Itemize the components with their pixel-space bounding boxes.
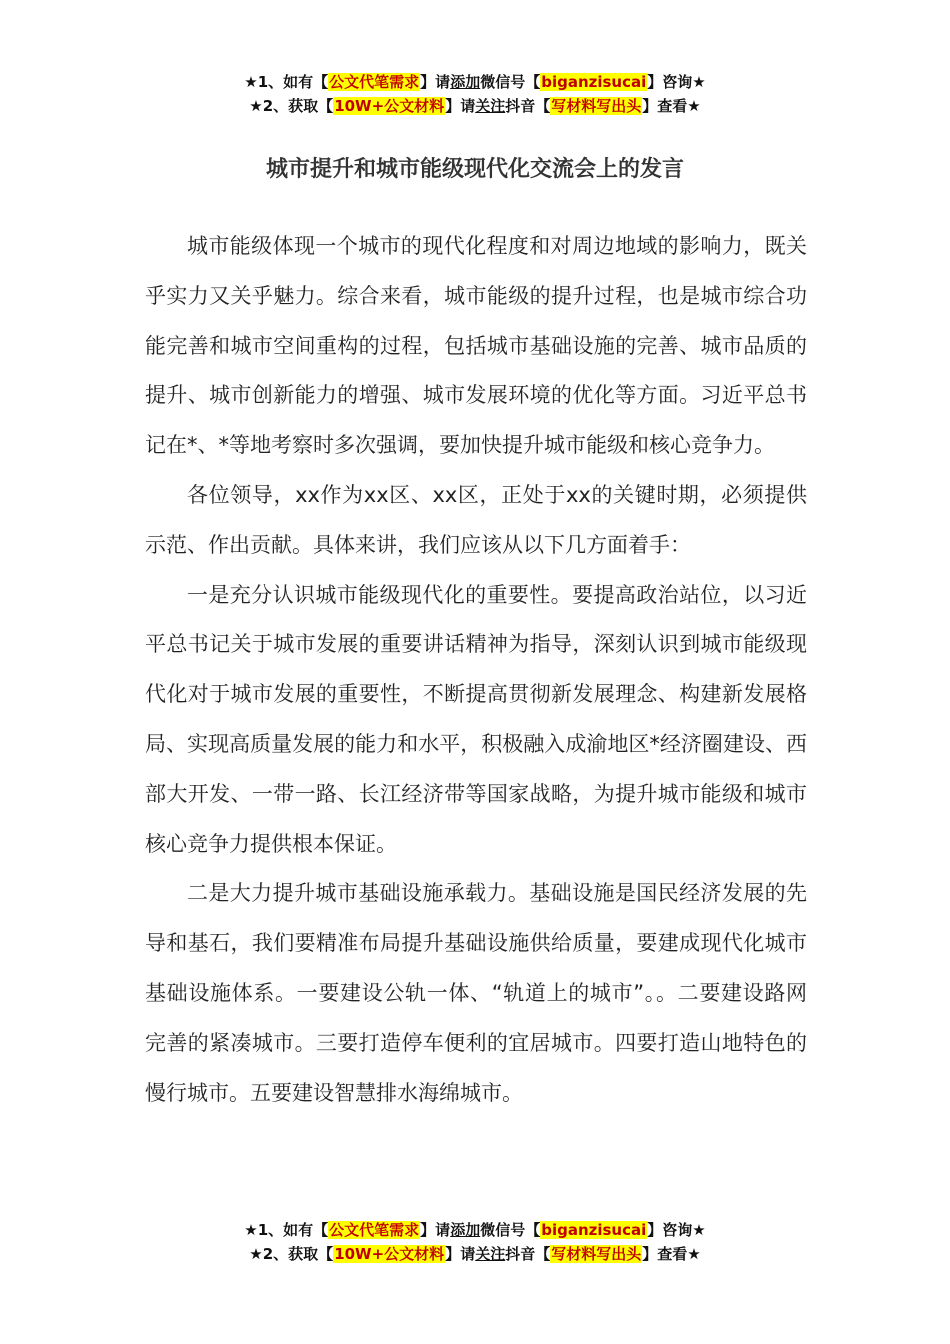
banner-text: ★1、如有【 [244,73,329,91]
banner-text: 】咨询★ [647,73,706,91]
banner-line-2 [0,1242,950,1266]
banner-text: 】查看★ [642,97,701,115]
highlight-wechat-id: biganzisucai [541,1221,647,1239]
banner-emphasis: 关注 [475,97,506,115]
paragraph: 城市能级体现一个城市的现代化程度和对周边地域的影响力，既关乎实力又关乎魅力。综合来看，城市能级的提升过程，也是城市综合功能完善和城市空间重构的过程，包括城市基础设施的完善、城市品质的提升、城市创新能力的增强、城市发展环境的优化等方面。习近平总书记在*、*等地考察时多次强调，要加快提升城市能级和核心竞争力。 [145,234,807,458]
highlight-materials: 10W+公文材料 [334,97,445,115]
banner-text: 】请 [420,73,451,91]
document-title: 城市提升和城市能级现代化交流会上的发言 [265,157,684,182]
banner-text: 微信号【 [480,73,541,91]
banner-line-1 [0,1218,950,1242]
banner-text: 】咨询★ [647,1221,706,1239]
paragraph: 各位领导，xx作为xx区、xx区，正处于xx的关键时期，必须提供示范、作出贡献。具体来讲，我们应该从以下几方面着手： [145,482,807,557]
banner-text: ★2、获取【 [249,1245,334,1263]
banner-text: 】请 [420,1221,451,1239]
banner-text: ★1、如有【 [244,1221,329,1239]
banner-text: 微信号【 [480,1221,541,1239]
banner-text: 抖音【 [505,97,551,115]
banner-text: 】请 [445,97,476,115]
highlight-wechat-id: biganzisucai [541,73,647,91]
banner-text: 】请 [445,1245,476,1263]
banner-text: 抖音【 [505,1245,551,1263]
banner-emphasis: 添加 [450,1221,481,1239]
document-body [145,222,807,1118]
banner-emphasis: 关注 [475,1245,506,1263]
bottom-banner [0,1218,950,1266]
banner-text: ★2、获取【 [249,97,334,115]
top-banner [0,70,950,118]
banner-line-2 [0,94,950,118]
highlight-douyin-id: 写材料写出头 [551,97,642,115]
highlight-service: 公文代笔需求 [329,1221,420,1239]
banner-emphasis: 添加 [450,73,481,91]
highlight-service: 公文代笔需求 [329,73,420,91]
paragraph: 一是充分认识城市能级现代化的重要性。要提高政治站位，以习近平总书记关于城市发展的重要讲话精神为指导，深刻认识到城市能级现代化对于城市发展的重要性，不断提高贯彻新发展理念、构建新发展格局、实现高质量发展的能力和水平，积极融入成渝地区*经济圈建设、西部大开发、一带一路、长江经济带等国家战略，为提升城市能级和城市核心竞争力提供根本保证。 [145,582,807,856]
paragraph: 二是大力提升城市基础设施承载力。基础设施是国民经济发展的先导和基石，我们要精准布局提升基础设施供给质量，要建成现代化城市基础设施体系。一要建设公轨一体、“轨道上的城市”。。二要建设路网完善的紧凑城市。三要打造停车便利的宜居城市。四要打造山地特色的慢行城市。五要建设智慧排水海绵城市。 [145,881,807,1105]
highlight-materials: 10W+公文材料 [334,1245,445,1263]
banner-line-1 [0,70,950,94]
highlight-douyin-id: 写材料写出头 [551,1245,642,1263]
banner-text: 】查看★ [642,1245,701,1263]
